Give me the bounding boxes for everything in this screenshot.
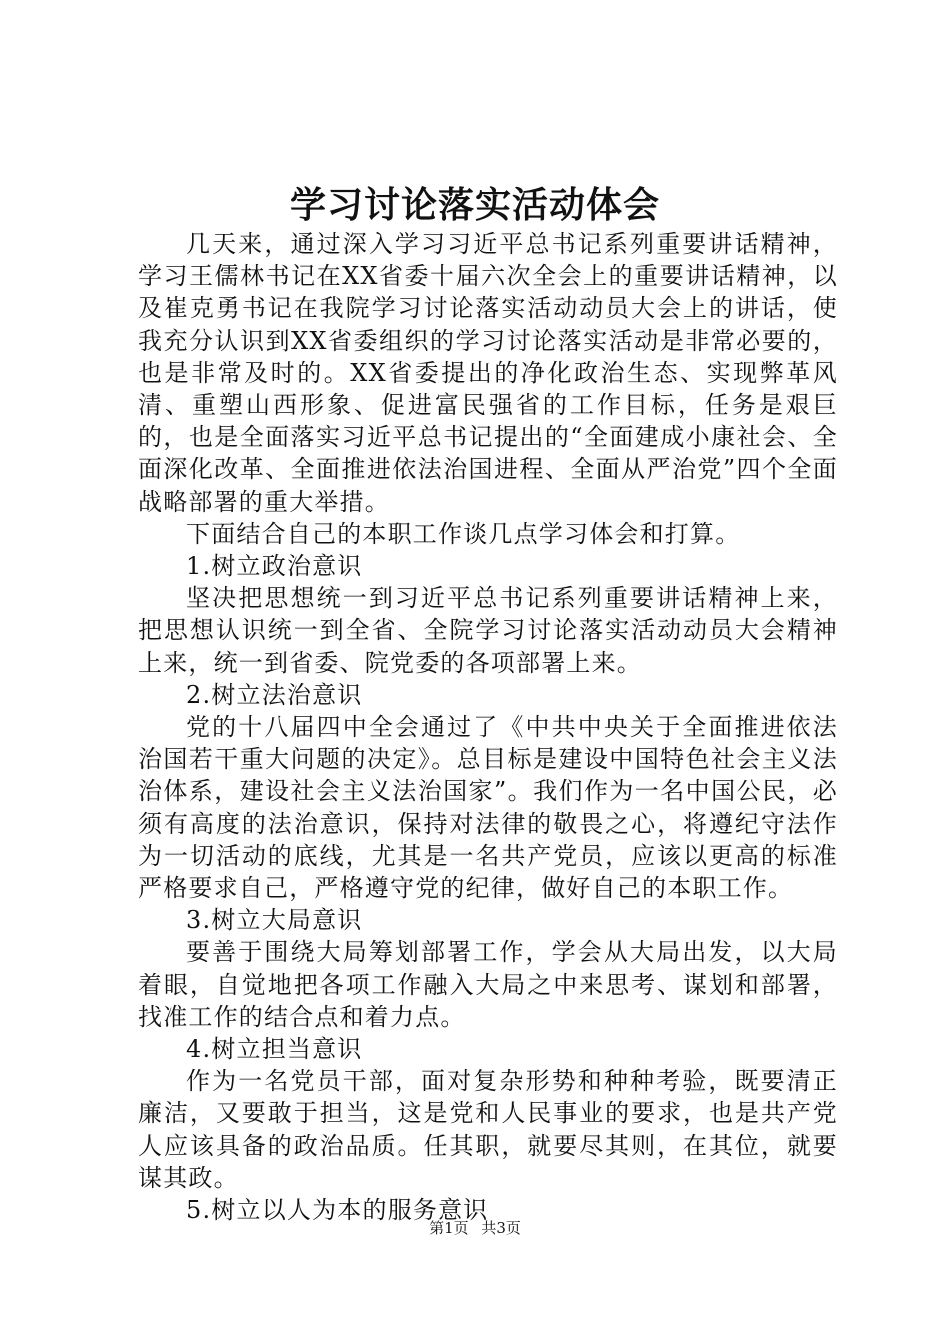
section-heading-4: 4.树立担当意识 [186, 1035, 363, 1064]
paragraph-section-3: 要善于围绕大局筹划部署工作，学会从大局出发，以大局着眼，自觉地把各项工作融入大局之中来思考、谋划和部署，找准工作的结合点和着力点。 [138, 938, 838, 1031]
paragraph-section-1: 坚决把思想统一到习近平总书记系列重要讲话精神上来，把思想认识统一到全省、全院学习讨论落实活动动员大会精神上来，统一到省委、院党委的各项部署上来。 [138, 584, 838, 677]
section-heading-1: 1.树立政治意识 [186, 552, 363, 581]
paragraph-section-2: 党的十八届四中全会通过了《中共中央关于全面推进依法治国若干重大问题的决定》。总目标是建设中国特色社会主义法治体系，建设社会主义法治国家”。我们作为一名中国公民，必须有高度的法治意识，保持对法律的敬畏之心，将遵纪守法作为一切活动的底线，尤其是一名共产党员，应该以更高的标准严格要求自己，严格遵守党的纪律，做好自己的本职工作。 [138, 713, 838, 903]
paragraph-lead-in: 下面结合自己的本职工作谈几点学习体会和打算。 [186, 519, 741, 548]
section-heading-2: 2.树立法治意识 [186, 680, 363, 709]
page-title: 学习讨论落实活动体会 [289, 184, 660, 226]
section-heading-3: 3.树立大局意识 [186, 906, 363, 935]
page-footer [0, 1218, 950, 1238]
page-total: 共3页 [481, 1219, 521, 1237]
paragraph-intro: 几天来，通过深入学习习近平总书记系列重要讲话精神，学习王儒林书记在XX省委十届六次全会上的重要讲话精神，以及崔克勇书记在我院学习讨论落实活动动员大会上的讲话，使我充分认识到XX省委组织的学习讨论落实活动是非常必要的，也是非常及时的。XX省委提出的净化政治生态、实现弊革风清、重塑山西形象、促进富民强省的工作目标，任务是艰巨的，也是全面落实习近平总书记提出的“全面建成小康社会、全面深化改革、全面推进依法治国进程、全面从严治党”四个全面战略部署的重大举措。 [138, 230, 838, 516]
page-number: 第1页 [429, 1219, 469, 1237]
section-heading-5: 5.树立以人为本的服务意识 [186, 1196, 489, 1225]
paragraph-section-4: 作为一名党员干部，面对复杂形势和种种考验，既要清正廉洁，又要敢于担当，这是党和人民事业的要求，也是共产党人应该具备的政治品质。任其职，就要尽其则，在其位，就要谋其政。 [138, 1067, 838, 1192]
document-body [138, 228, 838, 1226]
